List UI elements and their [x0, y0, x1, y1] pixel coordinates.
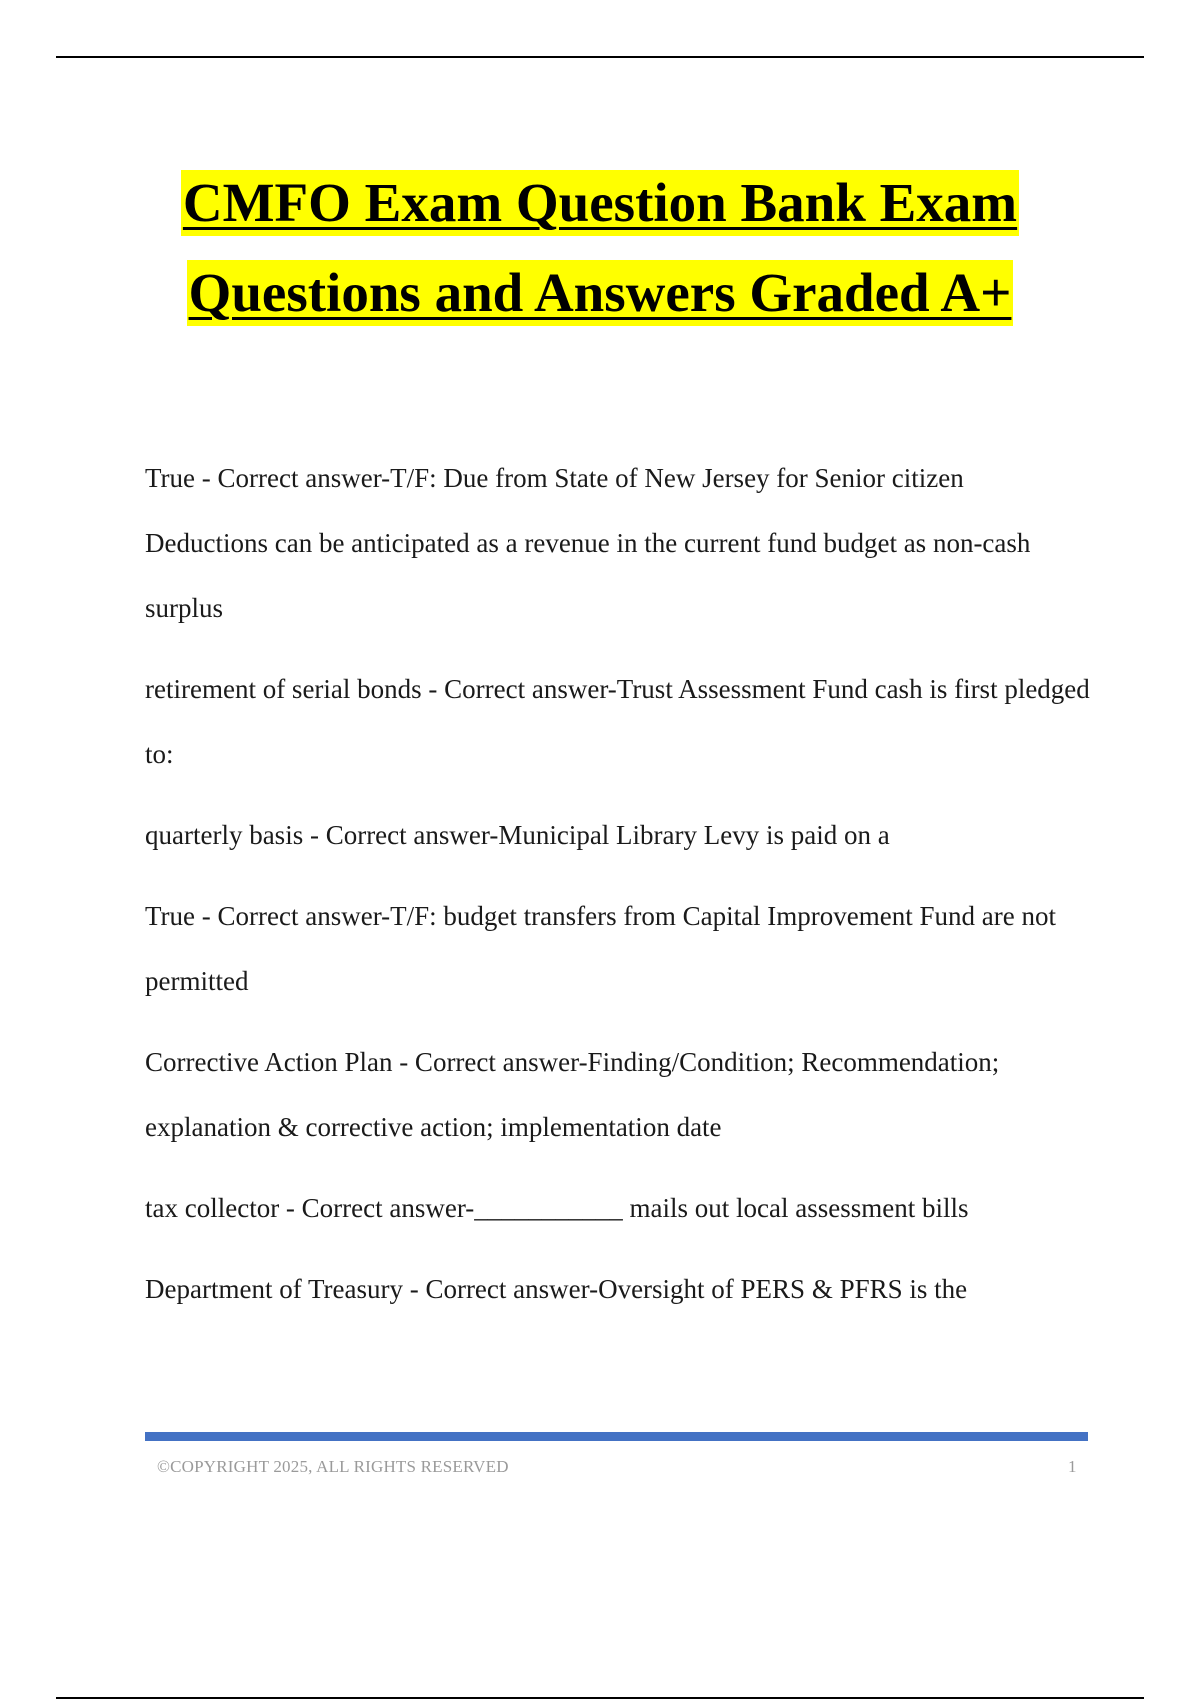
qa-item: Corrective Action Plan - Correct answer-Finding/Condition; Recommendation; explanation & corrective action; implementation date — [145, 1047, 1000, 1142]
footer-copyright: ©COPYRIGHT 2025, ALL RIGHTS RESERVED — [157, 1457, 509, 1476]
bottom-rule — [56, 1697, 1144, 1699]
qa-item: True - Correct answer-T/F: budget transfers from Capital Improvement Fund are not permitted — [145, 901, 1056, 996]
top-rule — [56, 56, 1144, 58]
qa-list — [145, 446, 1090, 1338]
document-title — [0, 170, 1200, 326]
qa-item: quarterly basis - Correct answer-Municipal Library Levy is paid on a — [145, 820, 890, 850]
qa-item: True - Correct answer-T/F: Due from State of New Jersey for Senior citizen Deductions can be anticipated as a revenue in the current fund budget as non-cash surplus — [145, 463, 1031, 623]
title-line-1: CMFO Exam Question Bank Exam — [181, 170, 1019, 236]
qa-item: Department of Treasury - Correct answer-Oversight of PERS & PFRS is the — [145, 1274, 968, 1304]
title-line-2: Questions and Answers Graded A+ — [187, 260, 1014, 326]
qa-item: retirement of serial bonds - Correct answer-Trust Assessment Fund cash is first pledged to: — [145, 674, 1090, 769]
qa-item: tax collector - Correct answer-___________ mails out local assessment bills — [145, 1193, 969, 1223]
page-number: 1 — [1068, 1457, 1077, 1476]
footer-bar — [145, 1432, 1088, 1441]
